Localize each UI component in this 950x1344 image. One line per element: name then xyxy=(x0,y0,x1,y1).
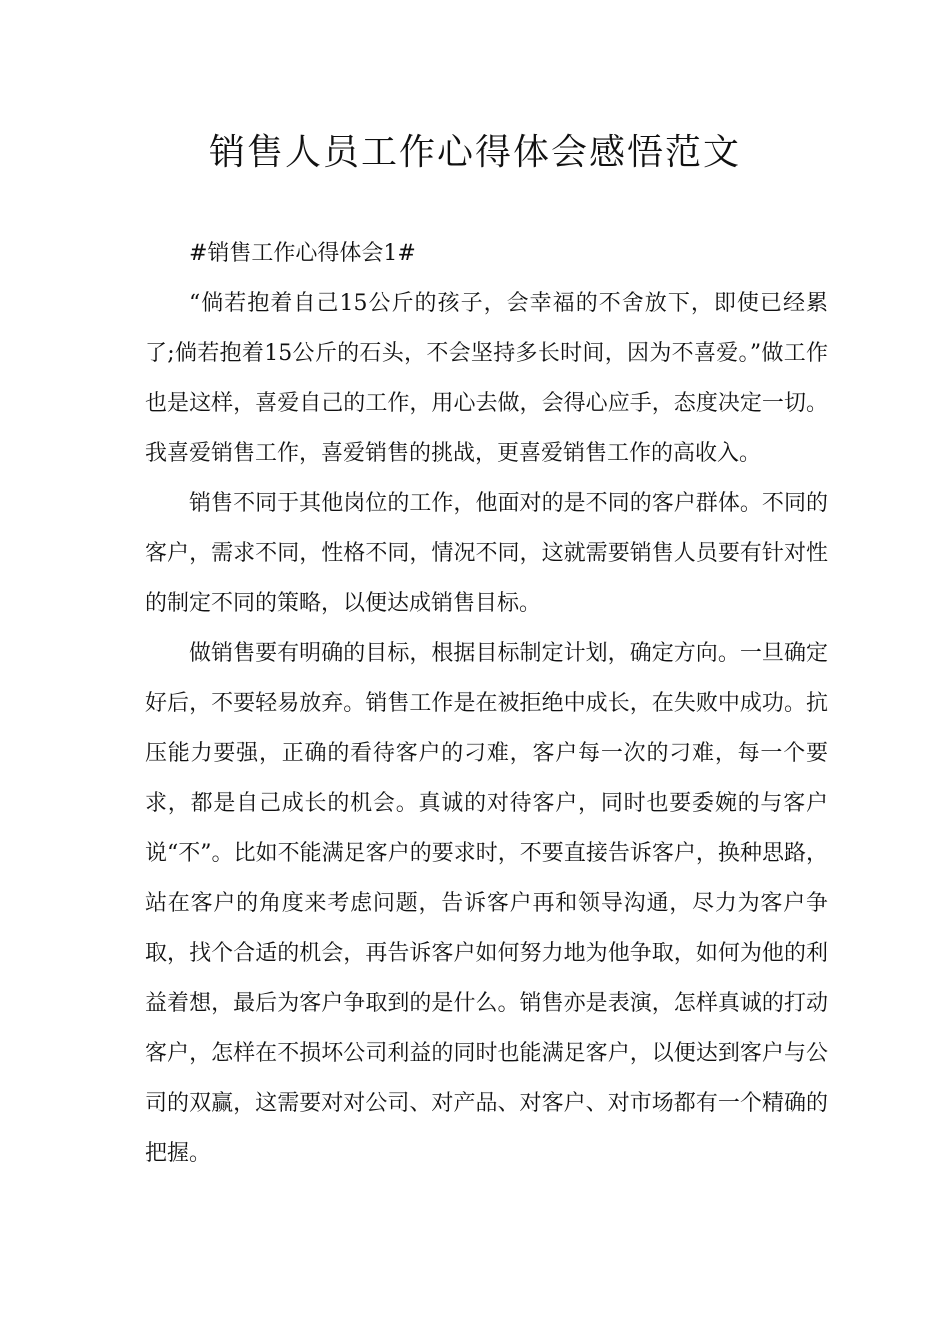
paragraph-2: 销售不同于其他岗位的工作，他面对的是不同的客户群体。不同的客户，需求不同，性格不同，情况不同，这就需要销售人员要有针对性的制定不同的策略，以便达成销售目标。 xyxy=(145,491,828,616)
document-title: 销售人员工作心得体会感悟范文 xyxy=(208,132,741,173)
paragraph-1: “倘若抱着自己15公斤的孩子，会幸福的不舍放下，即使已经累了;倘若抱着15公斤的石头，不会坚持多长时间，因为不喜爱。”做工作也是这样，喜爱自己的工作，用心去做，会得心应手，态度决定一切。我喜爱销售工作，喜爱销售的挑战，更喜爱销售工作的高收入。 xyxy=(145,291,828,466)
paragraph-3: 做销售要有明确的目标，根据目标制定计划，确定方向。一旦确定好后，不要轻易放弃。销售工作是在被拒绝中成长，在失败中成功。抗压能力要强，正确的看待客户的刁难，客户每一次的刁难，每一个要求，都是自己成长的机会。真诚的对待客户，同时也要委婉的与客户说“不”。比如不能满足客户的要求时，不要直接告诉客户，换种思路，站在客户的角度来考虑问题，告诉客户再和领导沟通，尽力为客户争取，找个合适的机会，再告诉客户如何努力地为他争取，如何为他的利益着想，最后为客户争取到的是什么。销售亦是表演，怎样真诚的打动客户，怎样在不损坏公司利益的同时也能满足客户，以便达到客户与公司的双赢，这需要对对公司、对产品、对客户、对市场都有一个精确的把握。 xyxy=(145,641,828,1166)
document-body xyxy=(145,229,828,1179)
section-heading: #销售工作心得体会1# xyxy=(189,241,416,266)
